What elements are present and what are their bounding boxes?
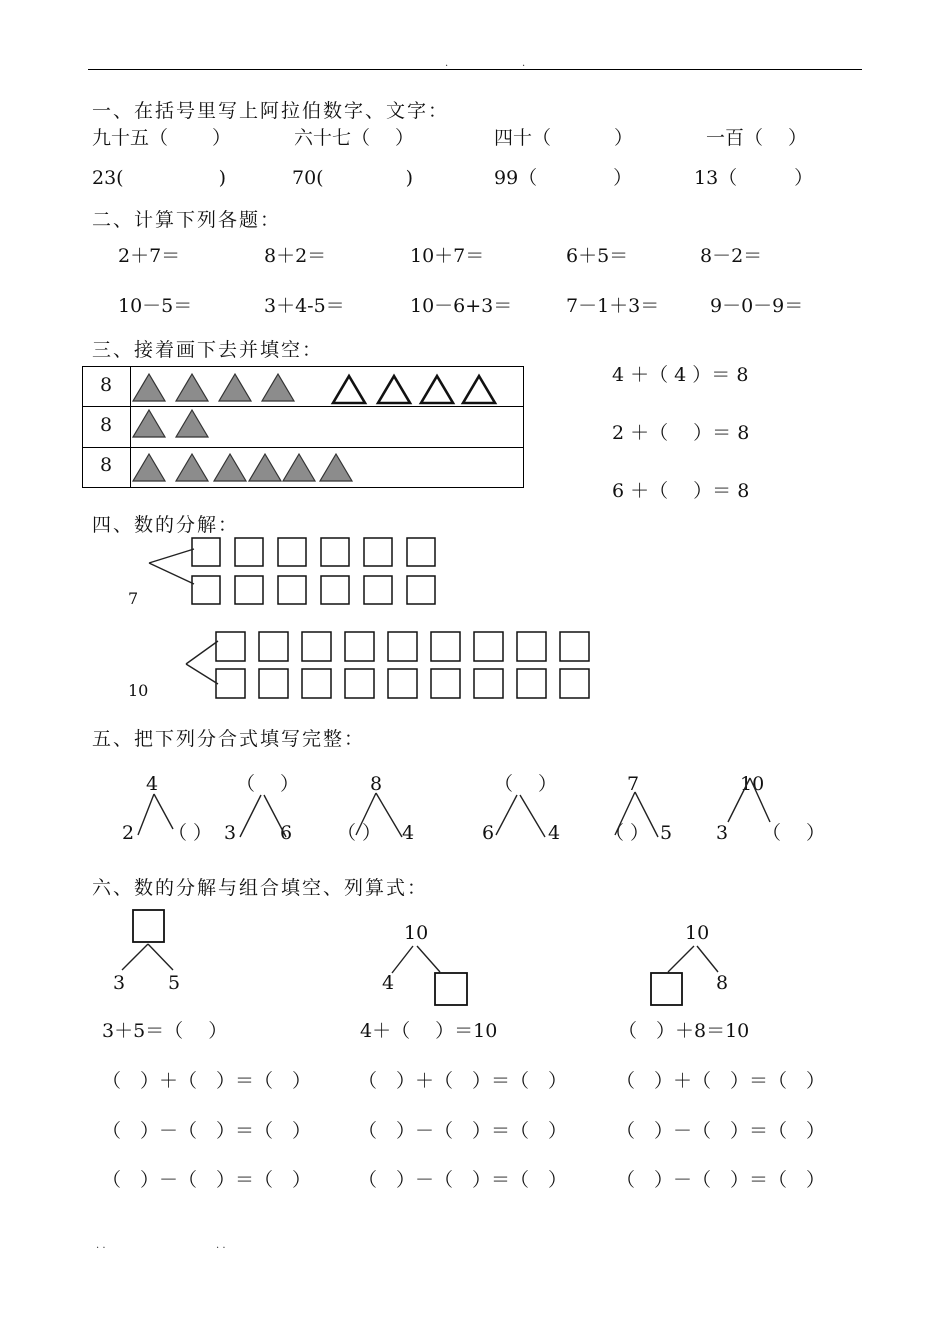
split-line xyxy=(728,778,770,822)
decompose-box[interactable] xyxy=(259,632,288,661)
group-equation: 3＋5＝（ ） xyxy=(102,1020,228,1042)
group-equation: （ ）＋8＝10 xyxy=(618,1020,750,1042)
split-left: 3 xyxy=(224,822,237,844)
filled-triangle xyxy=(176,374,208,401)
s2-problem: 2＋7＝ xyxy=(118,245,181,267)
split-left: 3 xyxy=(716,822,729,844)
answer-box xyxy=(435,973,467,1005)
header-dots-right: . xyxy=(522,58,526,69)
filled-triangle xyxy=(176,410,208,437)
decompose-box[interactable] xyxy=(216,632,245,661)
s1-row1-item: 四十（ ） xyxy=(494,127,634,149)
section-5-title: 五、把下列分合式填写完整： xyxy=(92,728,366,750)
group-line xyxy=(668,946,718,972)
s3-equation: 6 ＋（ ）＝ 8 xyxy=(612,480,750,502)
split-line xyxy=(496,795,545,837)
decompose-number: 10 xyxy=(128,681,149,700)
branch-line xyxy=(186,641,218,684)
filled-triangle xyxy=(320,454,352,481)
answer-boxes-layer xyxy=(192,538,589,698)
outlined-triangle xyxy=(463,376,495,403)
split-line xyxy=(356,793,402,837)
s1-row1-item: 九十五（ ） xyxy=(92,127,232,149)
split-left: 6 xyxy=(482,822,495,844)
filled-triangle xyxy=(249,454,281,481)
footer-dots-left: . . xyxy=(96,1240,106,1251)
decompose-box[interactable] xyxy=(192,538,220,566)
decompose-box[interactable] xyxy=(216,669,245,698)
split-top: （ ） xyxy=(494,773,558,795)
blank-equation: （ ）－（ ）＝（ ） xyxy=(616,1120,826,1142)
group-line xyxy=(392,946,440,973)
footer-dots-right: . . xyxy=(216,1240,226,1251)
s1-row2-item: 13（ ） xyxy=(694,167,814,189)
section-4-title: 四、数的分解： xyxy=(92,514,240,536)
s1-row2-item: 99（ ） xyxy=(494,167,633,189)
split-right: 6 xyxy=(280,822,293,844)
decompose-box[interactable] xyxy=(192,576,220,604)
s2-problem: 6＋5＝ xyxy=(566,245,629,267)
split-top: 7 xyxy=(627,773,640,795)
decompose-box[interactable] xyxy=(431,632,460,661)
split-right: 5 xyxy=(660,822,673,844)
row-number: 8 xyxy=(100,414,113,436)
split-top: 8 xyxy=(370,773,383,795)
outlined-triangle xyxy=(378,376,410,403)
filled-triangle xyxy=(133,374,165,401)
answer-box xyxy=(133,910,164,942)
split-top: 10 xyxy=(740,773,765,795)
decompose-box[interactable] xyxy=(407,576,435,604)
split-left: （ ） xyxy=(605,822,650,844)
decompose-box[interactable] xyxy=(560,669,589,698)
decompose-box[interactable] xyxy=(278,576,306,604)
decompose-box[interactable] xyxy=(364,576,392,604)
split-right: （ ） xyxy=(168,822,213,844)
blank-equation: （ ）－（ ）＝（ ） xyxy=(102,1120,312,1142)
s2-problem: 10－5＝ xyxy=(118,295,193,317)
split-top: （ ） xyxy=(236,773,300,795)
split-right: 4 xyxy=(402,822,415,844)
decompose-box[interactable] xyxy=(407,538,435,566)
s2-problem: 10＋7＝ xyxy=(410,245,485,267)
row-number: 8 xyxy=(100,374,113,396)
group-left: 4 xyxy=(382,972,395,994)
split-left: （ ） xyxy=(337,822,382,844)
decompose-box[interactable] xyxy=(388,669,417,698)
split-top: 4 xyxy=(146,773,159,795)
branch-line xyxy=(149,549,194,584)
split-line xyxy=(615,792,658,837)
decompose-box[interactable] xyxy=(302,669,331,698)
outlined-triangle xyxy=(421,376,453,403)
decompose-box[interactable] xyxy=(302,632,331,661)
decompose-box[interactable] xyxy=(364,538,392,566)
decompose-box[interactable] xyxy=(517,632,546,661)
section-6-title: 六、数的分解与组合填空、列算式： xyxy=(92,877,429,899)
blank-equation: （ ）－（ ）＝（ ） xyxy=(616,1169,826,1191)
filled-triangle xyxy=(283,454,315,481)
s2-problem: 8－2＝ xyxy=(700,245,763,267)
s2-problem: 8＋2＝ xyxy=(264,245,327,267)
group-top: 10 xyxy=(685,922,710,944)
blank-equation: （ ）－（ ）＝（ ） xyxy=(358,1169,568,1191)
decompose-box[interactable] xyxy=(388,632,417,661)
group-equation: 4＋（ ）＝10 xyxy=(360,1020,498,1042)
group-left: 3 xyxy=(113,972,126,994)
s1-row1-item: 一百（ ） xyxy=(706,127,808,149)
decompose-box[interactable] xyxy=(431,669,460,698)
split-right: 4 xyxy=(548,822,561,844)
decompose-number: 7 xyxy=(128,589,139,608)
triangles-layer xyxy=(133,374,495,481)
decompose-box[interactable] xyxy=(345,632,374,661)
decompose-box[interactable] xyxy=(560,632,589,661)
s1-row2-item: 23( ) xyxy=(92,167,227,189)
filled-triangle xyxy=(214,454,246,481)
decompose-box[interactable] xyxy=(235,576,263,604)
blank-equation: （ ）－（ ）＝（ ） xyxy=(102,1169,312,1191)
group-right: 8 xyxy=(716,972,729,994)
blank-equation: （ ）－（ ）＝（ ） xyxy=(358,1120,568,1142)
header-dots-left: . xyxy=(445,58,449,69)
s1-row1-item: 六十七（ ） xyxy=(294,127,415,149)
split-line xyxy=(240,795,286,837)
split-line xyxy=(138,794,173,835)
s3-equation: 4 ＋（ 4 ）＝ 8 xyxy=(612,364,749,386)
filled-triangle xyxy=(133,454,165,481)
s2-problem: 9－0－9＝ xyxy=(710,295,804,317)
decompose-box[interactable] xyxy=(345,669,374,698)
answer-box xyxy=(651,973,682,1005)
section-3-title: 三、接着画下去并填空： xyxy=(92,339,324,361)
group-line xyxy=(122,944,173,970)
section-1-title: 一、在括号里写上阿拉伯数字、文字： xyxy=(92,100,450,122)
outlined-triangle xyxy=(333,376,365,403)
decompose-box[interactable] xyxy=(474,632,503,661)
decompose-box[interactable] xyxy=(259,669,288,698)
split-left: 2 xyxy=(122,822,135,844)
filled-triangle xyxy=(262,374,294,401)
filled-triangle xyxy=(219,374,251,401)
s1-row2-item: 70( ) xyxy=(292,167,414,189)
blank-equation: （ ）＋（ ）＝（ ） xyxy=(616,1070,826,1092)
decompose-box[interactable] xyxy=(235,538,263,566)
s2-problem: 7－1＋3＝ xyxy=(566,295,660,317)
decompose-box[interactable] xyxy=(517,669,546,698)
s2-problem: 10－6+3＝ xyxy=(410,295,513,317)
decompose-box[interactable] xyxy=(321,538,349,566)
row-number: 8 xyxy=(100,454,113,476)
decompose-box[interactable] xyxy=(474,669,503,698)
s3-equation: 2 ＋（ ）＝ 8 xyxy=(612,422,750,444)
filled-triangle xyxy=(176,454,208,481)
s2-problem: 3＋4-5＝ xyxy=(264,295,345,317)
blank-equation: （ ）＋（ ）＝（ ） xyxy=(102,1070,312,1092)
decompose-box[interactable] xyxy=(321,576,349,604)
decompose-box[interactable] xyxy=(278,538,306,566)
group-right: 5 xyxy=(168,972,181,994)
filled-triangle xyxy=(133,410,165,437)
section-2-title: 二、计算下列各题： xyxy=(92,209,282,231)
blank-equation: （ ）＋（ ）＝（ ） xyxy=(358,1070,568,1092)
split-right: （ ） xyxy=(762,822,826,844)
group-top: 10 xyxy=(404,922,429,944)
